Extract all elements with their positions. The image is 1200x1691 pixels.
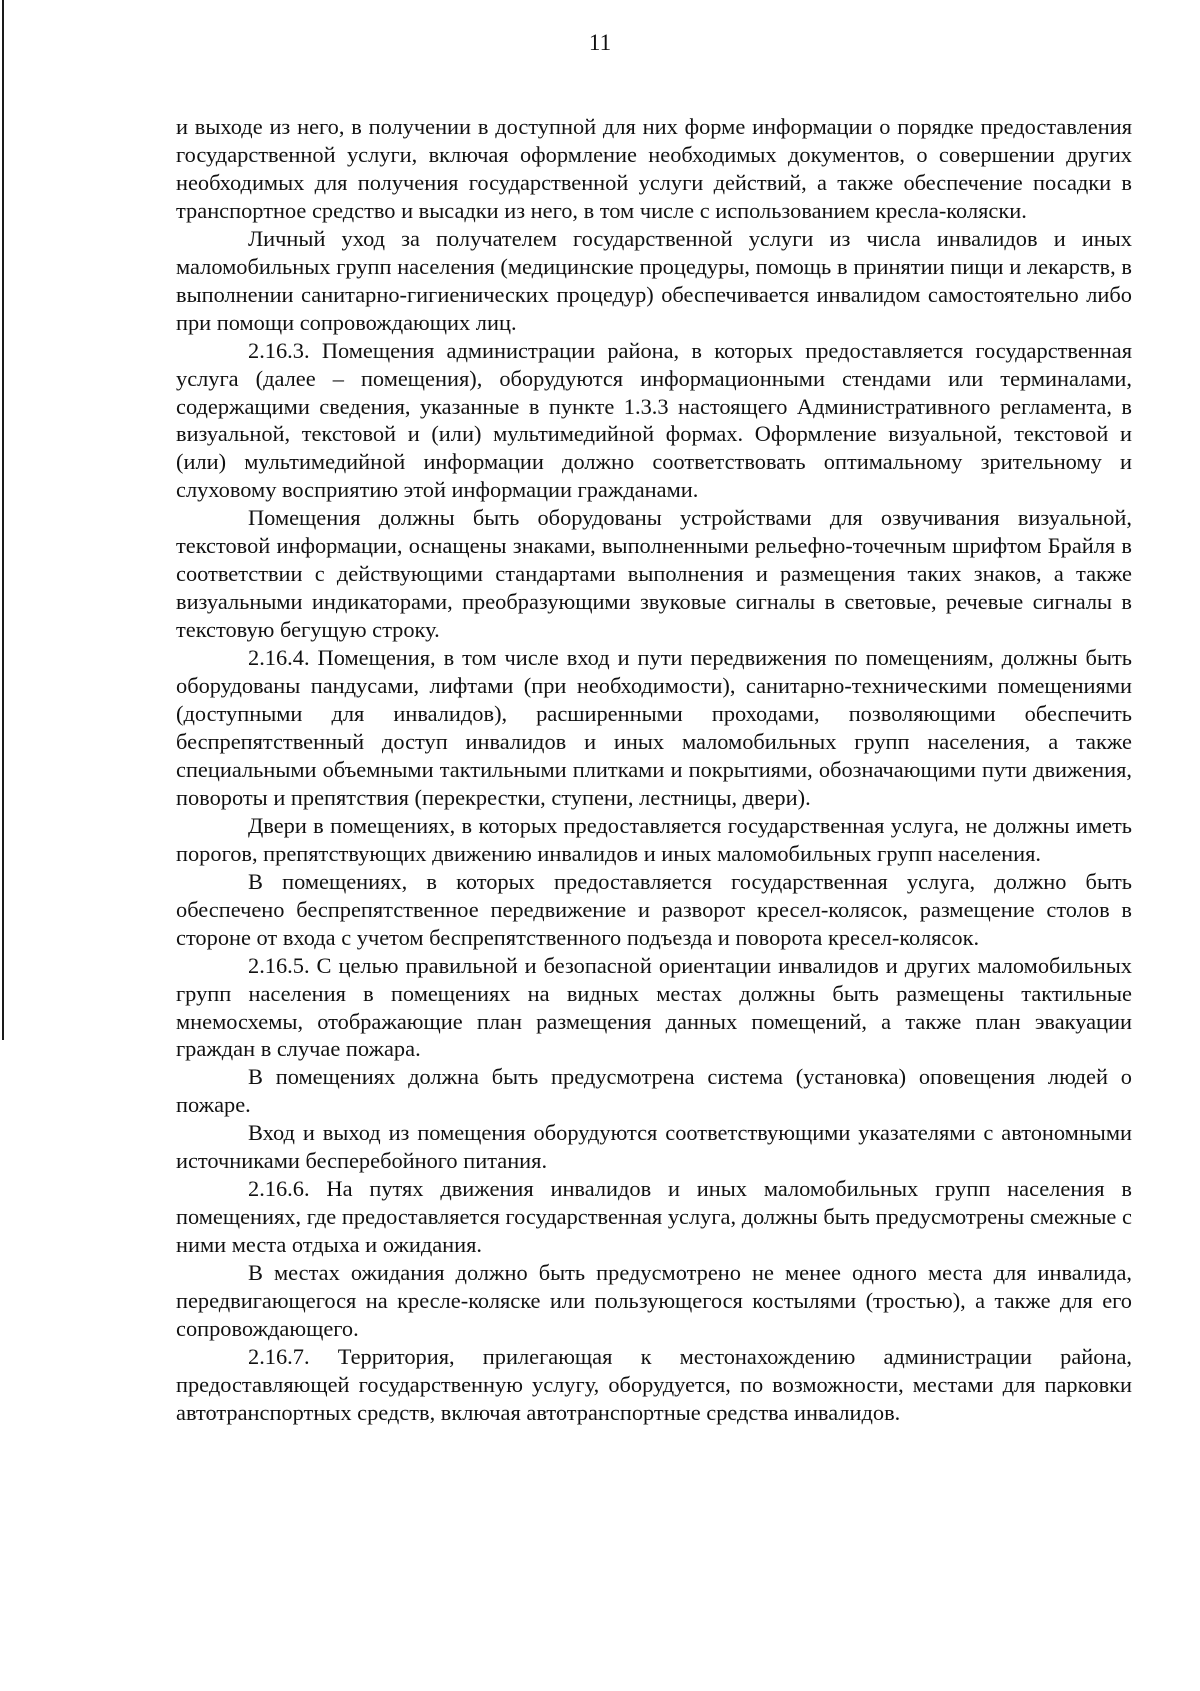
paragraph-2-16-7: 2.16.7. Территория, прилегающая к местонахождению администрации района, предоставляющей государственную услугу, оборудуется, по возможности, местами для парковки автотранспортных средств, включая автотранспортные средства инвалидов. (176, 1343, 1132, 1425)
paragraph-wheelchair-movement: В помещениях, в которых предоставляется государственная услуга, должно быть обеспечено беспрепятственное передвижение и разворот кресел-колясок, размещение столов в стороне от входа с учетом беспрепятственного подъезда и поворота кресел-колясок. (176, 868, 1132, 950)
paragraph-2-16-6: 2.16.6. На путях движения инвалидов и иных маломобильных групп населения в помещениях, где предоставляется государственная услуга, должны быть предусмотрены смежные с ними места отдыха и ожидания. (176, 1176, 1132, 1258)
paragraph-entrance-exit: Вход и выход из помещения оборудуются соответствующими указателями с автономными источниками бесперебойного питания. (176, 1120, 1132, 1174)
paragraph-2-16-3: 2.16.3. Помещения администрации района, в которых предоставляется государственная услуга (далее – помещения), оборудуются информационными стендами или терминалами, содержащими сведения, указанные в пункте 1.3.3 настоящего Административного регламента, в визуальной, текстовой и (или) мультимедийной формах. Оформление визуальной, текстовой и (или) мультимедийной информации должно соответствовать оптимальному зрительному и слуховому восприятию этой информации гражданами. (176, 337, 1132, 503)
paragraph-continuation: и выходе из него, в получении в доступной для них форме информации о порядке предоставления государственной услуги, включая оформление необходимых документов, о совершении других необходимых для получения государственной услуги действий, а также обеспечение посадки в транспортное средство и высадки из него, в том числе с использованием кресла-коляски. (176, 114, 1132, 223)
paragraph-2-16-4: 2.16.4. Помещения, в том числе вход и пути передвижения по помещениям, должны быть оборудованы пандусами, лифтами (при необходимости), санитарно-техническими помещениями (доступными для инвалидов), расширенными проходами, позволяющими обеспечить беспрепятственный доступ инвалидов и иных маломобильных групп населения, а также специальными объемными тактильными плитками и покрытиями, обозначающими пути движения, повороты и препятствия (перекрестки, ступени, лестницы, двери). (176, 645, 1132, 810)
paragraph-waiting-places: В местах ожидания должно быть предусмотрено не менее одного места для инвалида, передвигающегося на кресле-коляске или пользующегося костылями (тростью), а также для его сопровождающего. (176, 1260, 1132, 1341)
paragraph-doors: Двери в помещениях, в которых предоставляется государственная услуга, не должны иметь порогов, препятствующих движению инвалидов и иных маломобильных групп населения. (176, 812, 1132, 866)
paragraph-premises-equipment: Помещения должны быть оборудованы устройствами для озвучивания визуальной, текстовой информации, оснащены знаками, выполненными рельефно-точечным шрифтом Брайля в соответствии с действующими стандартами выполнения и размещения таких знаков, а также визуальными индикаторами, преобразующими звуковые сигналы в световые, речевые сигналы в текстовую бегущую строку. (176, 505, 1132, 643)
paragraph-fire-alarm: В помещениях должна быть предусмотрена система (установка) оповещения людей о пожаре. (176, 1064, 1132, 1118)
scan-edge-line (2, 0, 4, 1040)
page-number: 11 (588, 30, 612, 55)
paragraph-personal-care: Личный уход за получателем государственной услуги из числа инвалидов и иных маломобильных групп населения (медицинские процедуры, помощь в принятии пищи и лекарств, в выполнении санитарно-гигиенических процедур) обеспечивается инвалидом самостоятельно либо при помощи сопровождающих лиц. (176, 225, 1132, 335)
document-body (176, 113, 1132, 1427)
paragraph-2-16-5: 2.16.5. С целью правильной и безопасной ориентации инвалидов и других маломобильных групп населения в помещениях на видных местах должны быть размещены тактильные мнемосхемы, отображающие план размещения данных помещений, а также план эвакуации граждан в случае пожара. (176, 952, 1132, 1062)
